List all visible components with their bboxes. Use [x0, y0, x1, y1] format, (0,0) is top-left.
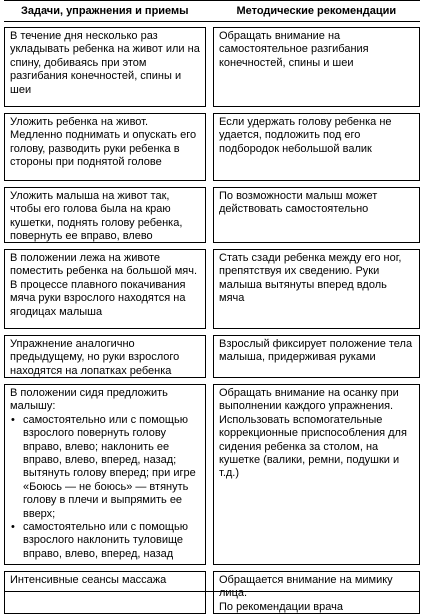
table-bottom-rule [4, 591, 420, 592]
recommendation-text: Использовать вспомогательные коррекционные приспособления для сидения ребенка за столом, на кушетке (валики, ремни, подушки и т.д.) [219, 413, 407, 480]
recommendation-text: По рекомендации врача [219, 600, 343, 613]
table-row [4, 571, 420, 614]
table-row [4, 335, 420, 378]
task-cell: Упражнение аналогично предыдущему, но руки взрослого находятся на лопатках ребенка [4, 335, 206, 378]
header-tasks: Задачи, упражнения и приемы [20, 5, 189, 17]
task-cell [4, 384, 206, 565]
task-cell: В положении лежа на животе поместить ребенка на большой мяч. В процессе плавного покачивания мяча руки взрослого находятся на ягодицах малыша [4, 249, 206, 329]
recommendation-cell: Обращать внимание на самостоятельное разгибания конечностей, спины и шеи [213, 27, 420, 107]
task-cell: Интенсивные сеансы массажа [4, 571, 206, 614]
task-cell: Уложить малыша на живот так, чтобы его голова была на краю кушетки, поднять голову ребенка, повернуть ее вправо, влево [4, 187, 206, 243]
task-list [10, 414, 200, 561]
recommendation-cell: Взрослый фиксирует положение тела малыша, придерживая руками [213, 335, 420, 378]
list-item: • самостоятельно или с помощью взрослого повернуть голову вправо, влево; наклонить ее вправо, влево, вперед, назад; вытянуть голову вперед; при игре «Боюсь — не боюсь» — втянуть голову в плечи и выпрямить ее вверх; [10, 414, 200, 521]
table-row [4, 249, 420, 329]
task-cell: Уложить ребенка на живот. Медленно поднимать и опускать его голову, разводить руки ребенка в стороны при поднятой голове [4, 113, 206, 181]
list-item: • самостоятельно или с помощью взрослого наклонить туловище вправо, влево, вперед, назад [10, 521, 200, 561]
recommendation-cell [213, 384, 420, 565]
recommendation-cell: Если удержать голову ребенка не удается, подложить под его подбородок небольшой валик [213, 113, 420, 181]
table-row [4, 27, 420, 107]
table-row [4, 187, 420, 243]
recommendation-text: Обращается внимание на мимику лица. [219, 574, 393, 600]
methods-table [4, 0, 420, 614]
recommendation-text: Обращать внимание на осанку при выполнении каждого упражнения. [219, 387, 399, 413]
table-row [4, 113, 420, 181]
header-recommendations: Методические рекомендации [236, 5, 397, 17]
task-cell: В течение дня несколько раз укладывать ребенка на живот или на спину, добиваясь при этом разгибания конечностей, спины и шеи [4, 27, 206, 107]
recommendation-cell: По возможности малыш может действовать самостоятельно [213, 187, 420, 243]
table-header [4, 0, 420, 22]
recommendation-cell: Стать сзади ребенка между его ног, препятствуя их сведению. Руки малыша вытянуты вперед вдоль мяча [213, 249, 420, 329]
task-intro: В положении сидя предложить малышу: [10, 387, 168, 413]
recommendation-cell [213, 571, 420, 614]
table-row [4, 384, 420, 565]
